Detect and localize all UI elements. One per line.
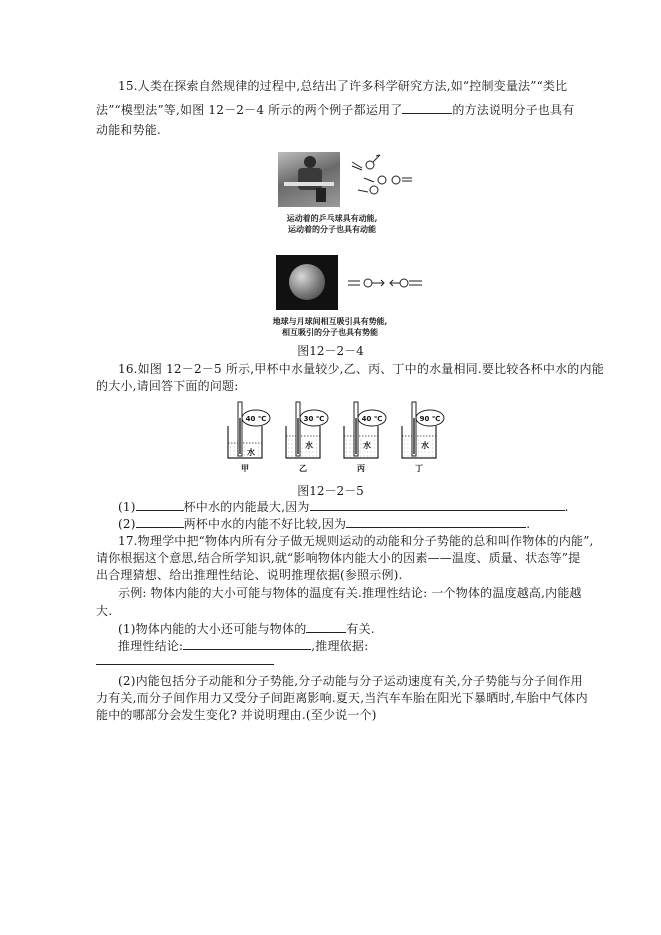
ball-motion-diagram [350,150,420,200]
beaker-3 [344,402,386,473]
q17-part2-line1: (2)内能包括分子动能和分子势能,分子动能与分子运动速度有关,分子势能与分子间作用 [118,674,583,688]
beaker-1 [228,402,270,473]
q17-conclusion-label: 推理性结论: [118,639,184,653]
q16-part2-end: . [526,517,531,531]
earth-moon-photo [276,255,338,310]
q16-part2-blank-cups[interactable] [136,515,184,528]
q16-part1-end: . [564,500,569,514]
q16-part2-number: (2) [118,517,136,531]
beaker-temp-label: 40 ℃ [361,415,383,423]
q17-part1-tail: 有关. [346,622,375,636]
q17-part2-line2: 力有关,而分子间作用力又受分子间距离影响.夏天,当汽车车胎在阳光下暴晒时,车胎中气体内 [96,691,588,705]
fig125-title: 图12－2－5 [297,484,364,498]
fig124-title: 图12－2－4 [297,344,364,358]
q16-part1-number: (1) [118,500,136,514]
q17-part1-conclusion [118,637,368,654]
q16-line1: 16.如图 12－2－5 所示,甲杯中水量较少,乙、丙、丁中的水量相同.要比较各杯中水的内能 [118,362,604,376]
q17-basis-blank[interactable] [96,664,274,665]
q15-answer-blank[interactable] [402,101,452,114]
beaker-temp-label: 90 ℃ [419,415,441,423]
q17-basis-label: ,推理依据: [311,639,369,653]
q16-part1-blank-reason[interactable] [310,498,565,511]
beaker-water-label: 水 [363,441,371,450]
q17-example-line1: 示例: 物体内能的大小可能与物体的温度有关.推理性结论: 一个物体的温度越高,内能越 [118,586,582,600]
q15-line2-text: 法”“模型法”等,如图 12－2－4 所示的两个例子都运用了 [96,103,403,117]
fig124-caption2-line1: 地球与月球间相互吸引具有势能, [272,316,388,326]
fig124-caption2 [250,316,410,338]
q17-part1-text: (1)物体内能的大小还可能与物体的 [118,622,307,636]
q17-part2-line3: 能中的哪部分会发生变化? 并说明理由.(至少说一个) [96,708,377,722]
q16-part1-blank-cup[interactable] [136,498,184,511]
q17-example-line2: 大. [96,604,113,618]
fig124-caption2-line2: 相互吸引的分子也具有势能 [282,327,378,337]
q15-line2 [96,101,574,118]
beaker-name-label: 甲 [241,464,249,473]
beakers-figure [220,398,450,478]
q16-part2-text: 两杯中水的内能不好比较,因为 [183,517,347,531]
q17-line3: 出合理猜想、给出推理性结论、说明推理依据(参照示例). [96,568,403,582]
q17-part1-blank-factor[interactable] [306,620,346,633]
beaker-water-label: 水 [247,448,255,457]
q16-part2 [118,515,530,532]
q16-part1-text: 杯中水的内能最大,因为 [183,500,310,514]
q17-line2: 请你根据这个意思,结合所学知识,就“影响物体内能大小的因素——温度、质量、状态等”提 [96,551,581,565]
beaker-water-label: 水 [305,441,313,450]
beaker-temp-label: 30 ℃ [303,415,325,423]
fig124-caption1-line2: 运动着的分子也具有动能 [288,224,376,234]
q16-part2-blank-reason[interactable] [346,515,526,528]
beaker-water-label: 水 [421,441,429,450]
table-tennis-photo [278,152,340,207]
q16-line2: 的大小,请回答下面的问题: [96,379,239,393]
q17-part1 [118,620,375,637]
beaker-name-label: 丙 [357,464,365,473]
q16-part1 [118,498,569,515]
q15-line2-tail: 的方法说明分子也具有 [452,103,575,117]
q17-line1: 17.物理学中把“物体内所有分子做无规则运动的动能和分子势能的总和叫作物体的内能”, [118,534,594,548]
molecule-attraction-diagram [346,274,426,294]
q15-line3: 动能和势能. [96,123,162,137]
beaker-name-label: 丁 [415,464,423,473]
beaker-2 [286,402,328,473]
q15-line1: 15.人类在探索自然规律的过程中,总结出了许多科学研究方法,如“控制变量法”“类比 [118,79,568,93]
q17-conclusion-blank[interactable] [183,637,311,650]
beaker-4 [402,402,444,473]
fig124-caption1 [262,213,402,235]
beaker-temp-label: 40 ℃ [245,415,267,423]
beaker-name-label: 乙 [299,464,307,473]
fig124-caption1-line1: 运动着的乒乓球具有动能, [286,213,378,223]
